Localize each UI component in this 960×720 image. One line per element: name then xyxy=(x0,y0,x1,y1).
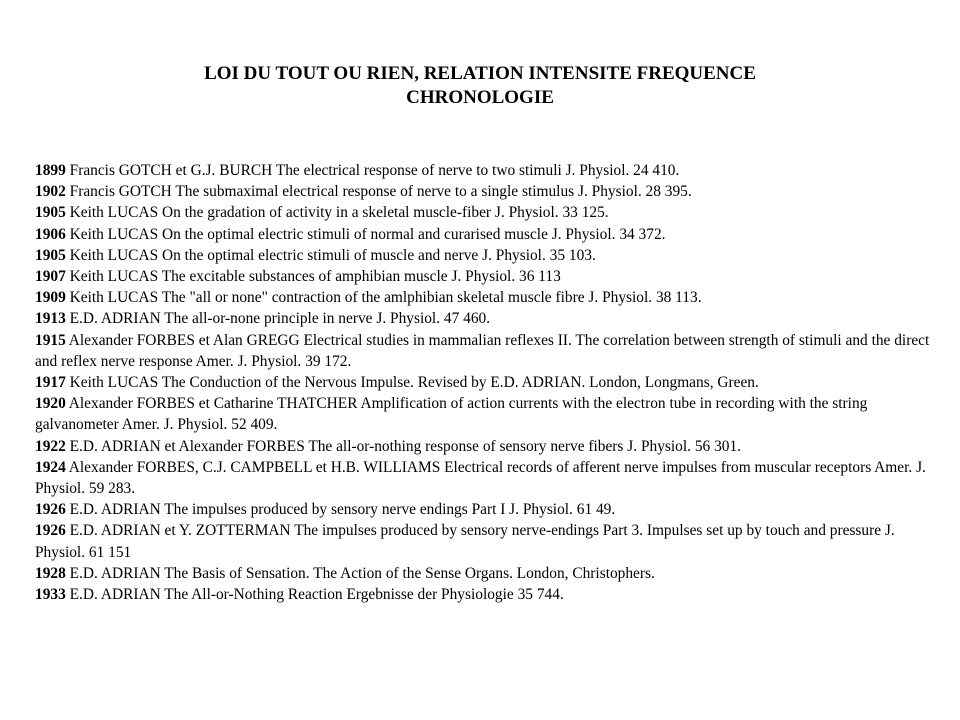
entry-year: 1902 xyxy=(35,183,66,201)
entry-year: 1905 xyxy=(35,204,66,222)
entry-year: 1909 xyxy=(35,289,66,307)
chronology-entry xyxy=(35,160,935,181)
entry-text: E.D. ADRIAN The impulses produced by sensory nerve endings Part I J. Physiol. 61 49. xyxy=(65,501,616,519)
entry-year: 1926 xyxy=(35,501,66,519)
chronology-entry xyxy=(35,308,935,329)
entry-text: Francis GOTCH et G.J. BURCH The electrical response of nerve to two stimuli J. Physiol. 24 410. xyxy=(65,162,680,179)
chronology-entry xyxy=(35,181,935,202)
entry-year: 1905 xyxy=(35,246,66,264)
entry-year: 1915 xyxy=(35,331,66,349)
entry-text: Keith LUCAS The Conduction of the Nervous Impulse. Revised by E.D. ADRIAN. London, Longmans, Green. xyxy=(65,374,759,392)
chronology-entry xyxy=(35,499,935,520)
entry-year: 1933 xyxy=(35,586,66,604)
entry-text: Alexander FORBES et Alan GREGG Electrical studies in mammalian reflexes II. The correlation between strength of stimuli and the direct and reflex nerve response Amer. J. Physiol. 39 172. xyxy=(35,331,930,370)
entry-text: Keith LUCAS The excitable substances of amphibian muscle J. Physiol. 36 113 xyxy=(65,268,561,286)
chronology-entry xyxy=(35,202,935,223)
title-line-2: CHRONOLOGIE xyxy=(406,87,554,108)
entry-text: Alexander FORBES, C.J. CAMPBELL et H.B. WILLIAMS Electrical records of afferent nerve impulses from muscular receptors Amer. J. Physiol. 59 283. xyxy=(35,458,926,498)
entry-year: 1926 xyxy=(35,522,66,540)
chronology-entry xyxy=(35,245,935,266)
entry-year: 1920 xyxy=(35,395,66,413)
page-title xyxy=(80,62,880,110)
entry-text: Alexander FORBES et Catharine THATCHER Amplification of action currents with the electron tube in recording with the string galvanometer Amer. J. Physiol. 52 409. xyxy=(35,395,868,434)
chronology-entry xyxy=(35,563,935,584)
chronology-entry xyxy=(35,266,935,287)
chronology-entry xyxy=(35,393,935,435)
entry-text: E.D. ADRIAN The all-or-none principle in nerve J. Physiol. 47 460. xyxy=(65,310,491,328)
entry-text: Keith LUCAS On the gradation of activity in a skeletal muscle-fiber J. Physiol. 33 125. xyxy=(65,204,609,222)
entry-year: 1917 xyxy=(35,374,66,392)
entry-year: 1899 xyxy=(35,162,66,179)
entry-year: 1906 xyxy=(35,225,66,243)
entry-text: E.D. ADRIAN et Alexander FORBES The all-or-nothing response of sensory nerve fibers J. Physiol. 56 301. xyxy=(65,437,742,455)
chronology-entry xyxy=(35,372,935,393)
chronology-entry xyxy=(35,330,935,372)
chronology-entry xyxy=(35,287,935,308)
title-line-1: LOI DU TOUT OU RIEN, RELATION INTENSITE FREQUENCE xyxy=(204,63,756,84)
entry-year: 1907 xyxy=(35,268,66,286)
entry-text: Keith LUCAS On the optimal electric stimuli of muscle and nerve J. Physiol. 35 103. xyxy=(65,246,596,264)
entry-text: Keith LUCAS On the optimal electric stimuli of normal and curarised muscle J. Physiol. 34 372. xyxy=(65,225,666,243)
entry-text: Francis GOTCH The submaximal electrical response of nerve to a single stimulus J. Physiol. 28 395. xyxy=(65,183,692,201)
chronology-entry xyxy=(35,520,935,562)
entry-text: Keith LUCAS The "all or none" contraction of the amlphibian skeletal muscle fibre J. Physiol. 38 113. xyxy=(65,289,702,307)
entry-year: 1922 xyxy=(35,437,66,455)
chronology-list xyxy=(35,160,935,605)
chronology-entry xyxy=(35,457,935,499)
entry-text: E.D. ADRIAN The Basis of Sensation. The Action of the Sense Organs. London, Christophers. xyxy=(65,564,655,582)
entry-text: E.D. ADRIAN The All-or-Nothing Reaction Ergebnisse der Physiologie 35 744. xyxy=(65,586,564,604)
entry-text: E.D. ADRIAN et Y. ZOTTERMAN The impulses produced by sensory nerve-endings Part 3. Impulses set up by touch and pressure J. Physiol. 61 151 xyxy=(35,522,895,561)
entry-year: 1924 xyxy=(35,458,66,476)
entry-year: 1928 xyxy=(35,564,66,582)
chronology-entry xyxy=(35,224,935,245)
chronology-entry xyxy=(35,584,935,605)
entry-year: 1913 xyxy=(35,310,66,328)
chronology-entry xyxy=(35,436,935,457)
